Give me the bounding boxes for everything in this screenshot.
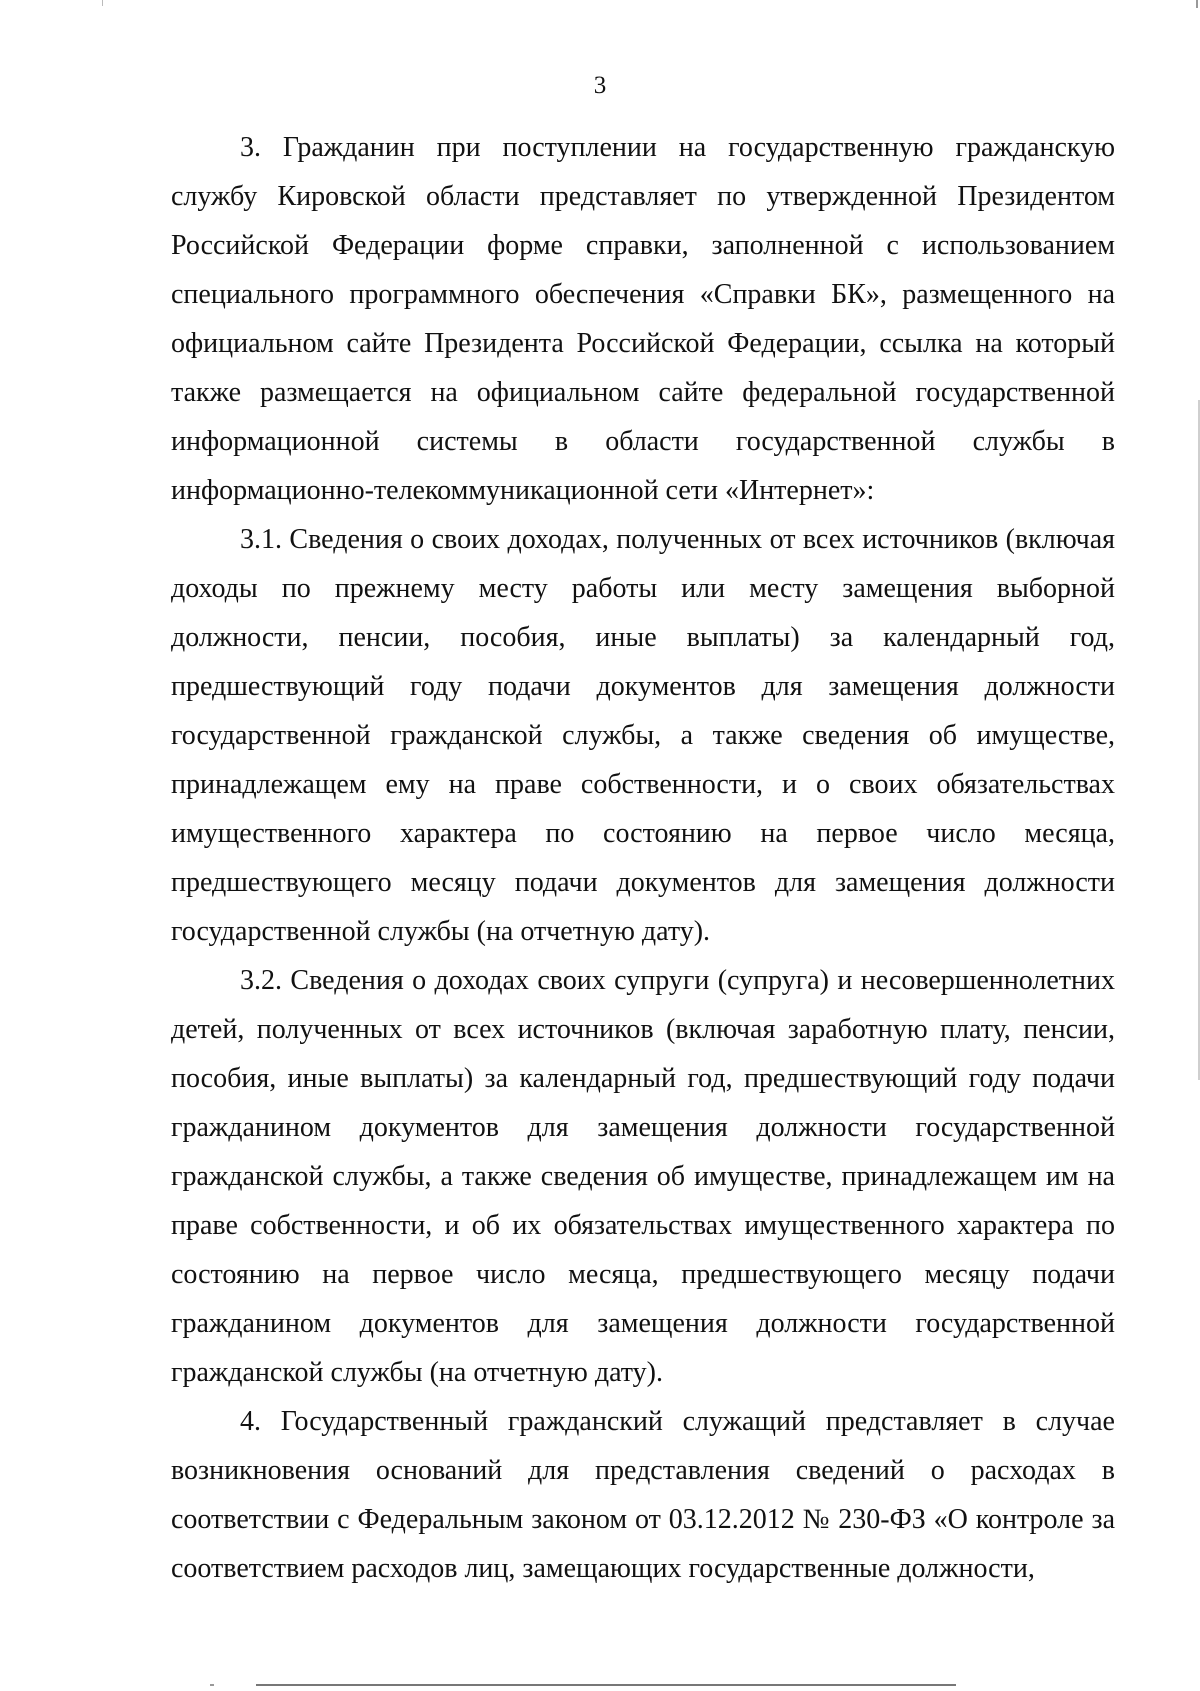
paragraph-4: 4. Государственный гражданский служащий представляет в случае возникновения оснований для представления сведений о расходах в соответствии с Федеральным законом от 03.12.2012 № 230-ФЗ «О контроле за соответствием расходов лиц, замещающих государственные должности, <box>171 1406 1115 1584</box>
document-body <box>171 123 1115 1593</box>
scan-mark <box>102 0 103 6</box>
bottom-edge-line <box>256 1684 956 1686</box>
scan-mark <box>210 1684 214 1686</box>
paragraph-3-1: 3.1. Сведения о своих доходах, полученных от всех источников (включая доходы по прежнему месту работы или месту замещения выборной должности, пенсии, пособия, иные выплаты) за календарный год, предшествующий году подачи документов для замещения должности государственной гражданской службы, а также сведения об имуществе, принадлежащем ему на праве собственности, и о своих обязательствах имущественного характера по состоянию на первое число месяца, предшествующего месяцу подачи документов для замещения должности государственной службы (на отчетную дату). <box>171 524 1115 947</box>
page-number: 3 <box>593 72 607 99</box>
paragraph-3: 3. Гражданин при поступлении на государственную гражданскую службу Кировской области представляет по утвержденной Президентом Российской Федерации форме справки, заполненной с использованием специального программного обеспечения «Справки БК», размещенного на официальном сайте Президента Российской Федерации, ссылка на который также размещается на официальном сайте федеральной государственной информационной системы в области государственной службы в информационно-телекоммуникационной сети «Интернет»: <box>171 132 1115 506</box>
scan-mark <box>1196 0 1198 8</box>
paragraph-3-2: 3.2. Сведения о доходах своих супруги (супруга) и несовершеннолетних детей, полученных от всех источников (включая заработную плату, пенсии, пособия, иные выплаты) за календарный год, предшествующий году подачи гражданином документов для замещения должности государственной гражданской службы, а также сведения об имуществе, принадлежащем им на праве собственности, и об их обязательствах имущественного характера по состоянию на первое число месяца, предшествующего месяцу подачи гражданином документов для замещения должности государственной гражданской службы (на отчетную дату). <box>171 965 1115 1388</box>
